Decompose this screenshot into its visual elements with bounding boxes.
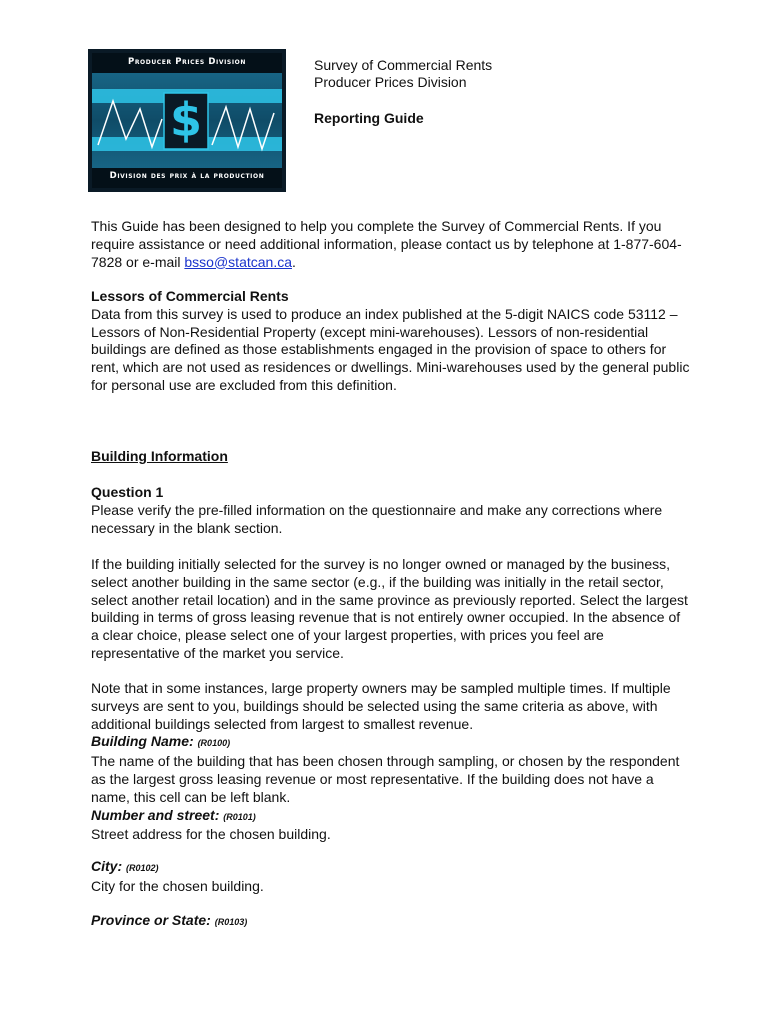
building-name-field xyxy=(91,733,691,753)
number-street-field xyxy=(91,807,691,827)
building-selection-text: If the building initially selected for the survey is no longer owned or managed by the business, select another building in the same sector (e.g., if the building was initially in the retail sector, select another retail location) and in the same province as previously reported. Select the largest building in terms of gross leasing revenue that is not entirely owner occupied. In the absence of a clear choice, please select one of your largest properties, with prices you feel are representative of the market you service. xyxy=(91,556,688,661)
question-1-body: Please verify the pre-filled information on the questionnaire and make any corrections where necessary in the blank section. xyxy=(91,501,663,536)
logo-top-text: Producer Prices Division xyxy=(128,57,246,67)
city-section xyxy=(91,858,691,896)
multiple-surveys-paragraph xyxy=(91,680,691,844)
number-street-description: Street address for the chosen building. xyxy=(91,826,331,843)
lessors-body: Data from this survey is used to produce an index published at the 5-digit NAICS code 53112 – Lessors of Non-Residential Property (except mini-warehouses). Lessors of non-residential buildings are defined as those establishments engaged in the provision of space to others for rent, which are not used as residences or dwellings. Mini-warehouses used by the general public for personal use are excluded from this definition. xyxy=(91,305,690,393)
survey-title: Survey of Commercial Rents xyxy=(314,57,493,73)
building-name-description: The name of the building that has been chosen through sampling, or chosen by the respondent as the largest gross leasing revenue or most representative. If the building does not have a name, this cell can be left blank. xyxy=(91,753,680,805)
multiple-surveys-text: Note that in some instances, large property owners may be sampled multiple times. If multiple surveys are sent to you, buildings should be selected using the same criteria as above, with additional buildings selected from largest to smallest revenue. xyxy=(91,680,671,732)
intro-text: This Guide has been designed to help you complete the Survey of Commercial Rents. If you require assistance or need additional information, please contact us by telephone at 1-877-604-7828 or e-mail xyxy=(91,218,682,270)
question-1-heading: Question 1 xyxy=(91,484,164,500)
number-street-code: (R0101) xyxy=(223,811,256,822)
producer-prices-division-logo xyxy=(88,49,286,192)
province-section xyxy=(91,912,691,932)
intro-paragraph xyxy=(91,218,691,271)
dollar-sign-icon: $ xyxy=(169,93,202,147)
email-link[interactable]: bsso@statcan.ca xyxy=(184,253,292,270)
lessors-heading: Lessors of Commercial Rents xyxy=(91,288,289,304)
province-label: Province or State: xyxy=(91,912,211,928)
building-name-label: Building Name: xyxy=(91,733,194,750)
reporting-guide-title: Reporting Guide xyxy=(314,110,424,126)
building-information-heading: Building Information xyxy=(91,448,228,464)
building-selection-paragraph xyxy=(91,556,691,663)
building-name-code: (R0100) xyxy=(197,738,231,749)
city-code: (R0102) xyxy=(126,863,159,873)
intro-period: . xyxy=(292,253,296,270)
lessors-section xyxy=(91,288,691,395)
building-information-section xyxy=(91,448,691,466)
province-code: (R0103) xyxy=(214,917,248,927)
logo-bottom-text: Division des prix à la production xyxy=(109,171,265,181)
document-header xyxy=(314,57,734,127)
question-1-section xyxy=(91,484,691,537)
division-name: Producer Prices Division xyxy=(314,74,467,90)
city-label: City: xyxy=(91,858,123,874)
number-street-label: Number and street: xyxy=(91,806,220,823)
province-field xyxy=(91,912,691,932)
city-description: City for the chosen building. xyxy=(91,877,264,894)
city-field xyxy=(91,858,691,878)
